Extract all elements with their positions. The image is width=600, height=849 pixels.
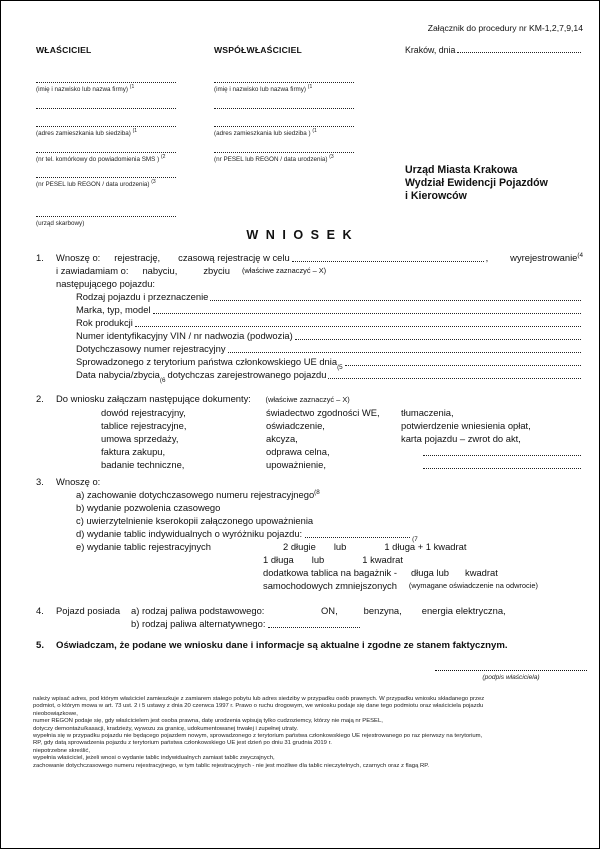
footnote-line: numer REGON podaje się, gdy właścicielem jest osoba prawna, datę urodzenia wpisują tylko cudzoziemcy, którzy nie mają nr PESEL, <box>33 718 383 725</box>
attachment-note: Załącznik do procedury nr KM-1,2,7,9,14 <box>427 23 583 33</box>
section-3-item-e-option-row: samochodowych zmniejszonych (wymagane oświadczenie na odwrocie) <box>263 580 538 591</box>
section-3-item-e-option-row: 1 długa lub 1 kwadrat <box>263 554 403 565</box>
coowner-section <box>214 45 354 163</box>
footnote-line: podmiot, o którym mowa w art. 73 ust. 2 i 5 ustawy z dnia 20 czerwca 1997 r. Prawo o ruchu drogowym, we wniosku podaje się dane tego podmiotu oraz właściciela pojazdu <box>33 703 484 710</box>
document-item: faktura zakupu, <box>101 446 166 457</box>
document-item: akcyza, <box>266 433 298 444</box>
document-item: świadectwo zgodności WE, <box>266 407 380 418</box>
section-3-heading: Wnoszę o: <box>56 476 101 487</box>
owner-name-label: (imię i nazwisko lub nazwa firmy) $^{(1}$ <box>36 83 135 93</box>
owner-pesel-line <box>36 177 176 178</box>
place-date-label: Kraków, dnia <box>405 45 456 55</box>
vehicle-field-row: Rodzaj pojazdu i przeznaczenie <box>76 290 583 303</box>
other-document-fill-line <box>423 455 581 456</box>
section-3-item-d: d) wydanie tablic indywidualnych o wyróżniku pojazdu: (7 <box>76 528 418 543</box>
office-line-3: i Kierowców <box>405 190 467 202</box>
coowner-address-line-2 <box>214 126 354 127</box>
section-5 <box>36 639 583 652</box>
footnotes <box>33 696 585 770</box>
section-2 <box>36 392 583 471</box>
footnote-line: zachowanie dotychczasowego numeru rejestracyjnego, w tym tablic rejestracyjnych - nie jest możliwe dla tablic nieczytelnych, czarnych oraz z flagą RP. <box>33 762 430 769</box>
coowner-address-line-1 <box>214 108 354 109</box>
purpose-fill-line <box>292 261 484 262</box>
owner-tax-office-label: (urząd skarbowy) <box>36 220 85 227</box>
documents-column-2 <box>266 406 401 471</box>
section-3-item-a: a) zachowanie dotychczasowego numeru rejestracyjnego$^{(8}$ <box>76 488 320 500</box>
documents-column-3 <box>401 406 583 471</box>
document-other-line <box>401 458 583 471</box>
section-1-line-2: i zawiadamiam o: nabyciu, zbyciu (właściwe zaznaczyć – X) <box>56 265 327 276</box>
vehicle-field-row: Dotychczasowy numer rejestracyjny <box>76 342 583 355</box>
footnote-line: należy wpisać adres, pod którym właściciel zamieszkuje z zamiarem stałego pobytu lub adres siedziby w przypadku osób prawnych. W przypadku wniosku składanego przez <box>33 696 485 702</box>
document-item: umowa sprzedaży, <box>101 433 179 444</box>
owner-phone-label: (nr tel. komórkowy do powiadomienia SMS ) $^{(2}$ <box>36 153 166 163</box>
field-fill-line <box>210 300 581 301</box>
section-4 <box>36 604 583 630</box>
owner-section <box>36 45 176 227</box>
field-fill-line <box>345 365 581 366</box>
document-item: badanie techniczne, <box>101 459 185 470</box>
place-date-line <box>405 45 583 55</box>
document-item: tablice rejestracyjne, <box>101 420 187 431</box>
vehicle-field-row: Rok produkcji <box>76 316 583 329</box>
footnote-line: nieobowiązkowe, <box>33 710 78 717</box>
section-4-line-a: Pojazd posiada a) rodzaj paliwa podstawowego: ON, benzyna, energia elektryczna, <box>56 605 506 616</box>
section-2-heading: Do wniosku załączam następujące dokumenty: (właściwe zaznaczyć – X) <box>56 393 350 404</box>
form-header <box>1 1 599 227</box>
office-header <box>405 164 548 203</box>
coowner-name-label: (imię i nazwisko lub nazwa firmy) $^{(1}$ <box>214 83 313 93</box>
owner-name-line <box>36 82 176 83</box>
owner-title: WŁAŚCICIEL <box>36 45 92 55</box>
section-1-line-1: Wnoszę o: rejestrację, czasową rejestrację w celu , wyrejestrowanie$^{(4}$ <box>56 251 583 263</box>
owner-pesel-label: (nr PESEL lub REGON / data urodzenia) $^{(3}$ <box>36 178 156 188</box>
document-item: odprawa celna, <box>266 446 330 457</box>
section-3 <box>36 475 583 592</box>
signature-block <box>435 670 587 681</box>
coowner-pesel-label: (nr PESEL lub REGON / data urodzenia) $^{(3}$ <box>214 153 334 163</box>
signature-caption: (podpis właściciela) <box>482 674 540 681</box>
section-3-number: 3. <box>36 476 44 487</box>
date-fill-line <box>457 52 581 53</box>
field-fill-line <box>153 313 581 314</box>
document-item: tłumaczenia, <box>401 407 454 418</box>
footnote-line: niepotrzebne skreślić, <box>33 747 90 754</box>
vehicle-field-row: Sprowadzonego z terytorium państwa członkowskiego UE dnia (5 <box>76 355 583 368</box>
office-line-2: Wydział Ewidencji Pojazdów <box>405 177 548 189</box>
section-1-number: 1. <box>36 252 44 263</box>
field-fill-line <box>135 326 581 327</box>
section-1-line-3: następującego pojazdu: <box>56 278 156 289</box>
signature-line <box>435 670 587 671</box>
section-3-item-e-option-row: dodatkowa tablica na bagażnik - długa lub kwadrat <box>263 567 498 578</box>
field-fill-line <box>328 378 581 379</box>
owner-phone-line <box>36 152 176 153</box>
document-item: upoważnienie, <box>266 459 326 470</box>
footnote-line: RP, gdy datą sprowadzenia pojazdu z terytorium państwa członkowskiego UE jest dzień po dniu 31 grudnia 2019 r. <box>33 740 332 747</box>
coowner-pesel-line <box>214 152 354 153</box>
plate-id-fill-line <box>305 537 410 538</box>
vehicle-field-row: Numer identyfikacyjny VIN / nr nadwozia (podwozia) <box>76 329 583 342</box>
document-item: karta pojazdu – zwrot do akt, <box>401 433 521 444</box>
document-item: dowód rejestracyjny, <box>101 407 186 418</box>
section-5-number: 5. <box>36 640 45 651</box>
alt-fuel-fill-line <box>268 627 360 628</box>
section-2-number: 2. <box>36 393 44 404</box>
document-item: potwierdzenie wniesienia opłat, <box>401 420 531 431</box>
section-3-item-e: e) wydanie tablic rejestracyjnych 2 długie lub 1 długa + 1 kwadrat <box>76 541 467 552</box>
document-item: oświadczenie, <box>266 420 325 431</box>
field-fill-line <box>295 339 581 340</box>
section-3-item-c: c) uwierzytelnienie kserokopii załączonego upoważnienia <box>76 515 314 526</box>
section-4-line-b: b) rodzaj paliwa alternatywnego: <box>56 617 583 630</box>
owner-address-label: (adres zamieszkania lub siedziba) $^{(1}$ <box>36 127 138 137</box>
section-3-item-b: b) wydanie pozwolenia czasowego <box>76 502 221 513</box>
owner-address-line-1 <box>36 108 176 109</box>
footnote-line: wypełnia właściciel, jeżeli wnosi o wydanie tablic indywidualnych zamiast tablic zwyczajnych, <box>33 755 275 762</box>
coowner-address-label: (adres zamieszkania lub siedziba ) $^{(1}$ <box>214 127 317 137</box>
footnote-line: wypełnia się w przypadku pojazdu nie będącego pojazdem nowym, sprowadzonego z terytorium państwa członkowskiego UE rejestrowanego po raz pierwszy na terytorium, <box>33 733 483 740</box>
owner-tax-office-line <box>36 216 176 217</box>
coowner-title: WSPÓŁWŁAŚCICIEL <box>214 45 302 55</box>
form-title: W N I O S E K <box>246 228 354 242</box>
vehicle-field-row: Marka, typ, model <box>76 303 583 316</box>
other-document-fill-line <box>423 468 581 469</box>
field-fill-line <box>228 352 581 353</box>
document-other-line <box>401 445 583 458</box>
section-4-number: 4. <box>36 605 44 616</box>
footnote-line: dotyczy demontażu/kasacji, kradzieży, wywozu za granicę, udokumentowanej trwałej i zupełnej utraty. <box>33 725 298 732</box>
section-1 <box>36 251 583 384</box>
declaration-text: Oświadczam, że podane we wniosku dane i informacje są aktualne i zgodne ze stanem faktycznym. <box>56 640 508 651</box>
vehicle-field-row: Data nabycia/zbycia (6 dotychczas zarejestrowanego pojazdu <box>76 368 583 381</box>
documents-column-1 <box>101 406 266 471</box>
owner-address-line-2 <box>36 126 176 127</box>
coowner-name-line <box>214 82 354 83</box>
documents-columns <box>101 406 583 471</box>
office-line-1: Urząd Miasta Krakowa <box>405 164 518 176</box>
